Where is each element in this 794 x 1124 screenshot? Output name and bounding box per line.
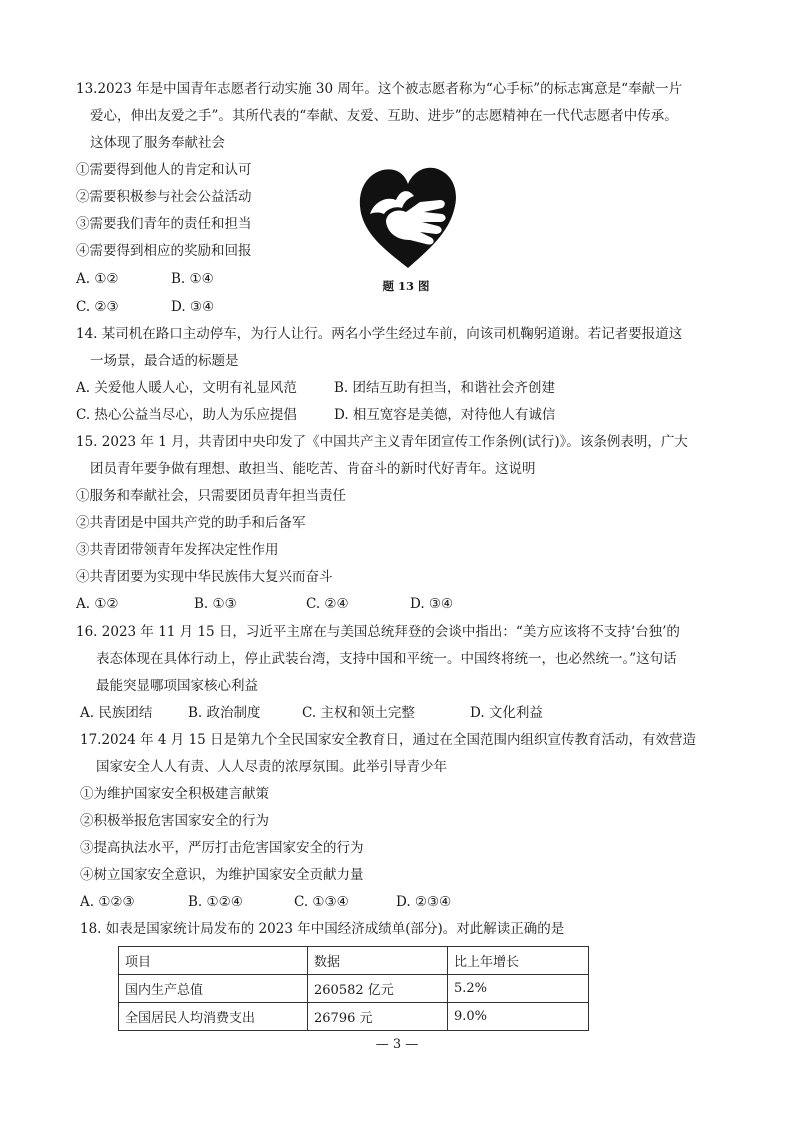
q17-stem-line1: 17.2024 年 4 月 15 日是第九个全民国家安全教育日，通过在全国范围内组织宣传教育活动，有效营造 [80,732,697,748]
q17-item-4: ④树立国家安全意识，为维护国家安全贡献力量 [80,867,364,883]
q15-item-1: ①服务和奉献社会，只需要团员青年担当责任 [76,488,346,504]
q13-item-3: ③需要我们青年的责任和担当 [76,216,252,232]
table-header-row [119,947,589,975]
q18-stem-line1: 18. 如表是国家统计局发布的 2023 年中国经济成绩单(部分)。对此解读正确的是 [80,921,565,937]
q13-option-c[interactable]: C. ②③ [76,299,119,315]
q16-options [80,704,543,722]
table-header-cell: 项目 [119,947,308,975]
table-cell: 5.2% [448,975,589,1003]
q13-option-a[interactable]: A. ①② [76,271,119,287]
q13-options-row1 [76,270,214,288]
q17-options [80,893,451,911]
table-header-cell: 比上年增长 [448,947,589,975]
q13-item-4: ④需要得到相应的奖励和回报 [76,243,252,259]
q15-option-d[interactable]: D. ③④ [410,596,454,612]
table-cell: 260582 亿元 [308,975,448,1003]
q17-option-b[interactable]: B. ①②④ [188,894,243,910]
q16-option-a[interactable]: A. 民族团结 [80,705,153,721]
q17-item-1: ①为维护国家安全积极建言献策 [80,786,269,802]
table-cell: 全国居民人均消费支出 [119,1003,308,1031]
q14-stem-line1: 14. 某司机在路口主动停车，为行人让行。两名小学生经过车前，向该司机鞠躬道谢。若记者要报道这 [76,326,683,342]
q13-stem-line1: 13.2023 年是中国青年志愿者行动实施 30 周年。这个被志愿者称为“心手标”的标志寓意是“奉献一片 [76,81,683,97]
q15-item-2: ②共青团是中国共产党的助手和后备军 [76,515,306,531]
table-header-cell: 数据 [308,947,448,975]
table-row [119,975,589,1003]
table-cell: 26796 元 [308,1003,448,1031]
economy-table [118,946,589,1031]
q17-option-c[interactable]: C. ①③④ [294,894,349,910]
q14-stem-line2: 一场景，最合适的标题是 [90,353,239,369]
q13-item-2: ②需要积极参与社会公益活动 [76,189,252,205]
q14-option-c[interactable]: C. 热心公益当尽心，助人为乐应提倡 [76,407,297,423]
q13-options-row2 [76,298,214,316]
q15-options [76,595,453,613]
q16-stem-line1: 16. 2023 年 11 月 15 日，习近平主席在与美国总统拜登的会谈中指出：“美方应该将不支持‘台独’的 [76,624,680,640]
q15-stem-line1: 15. 2023 年 1 月，共青团中央印发了《中国共产主义青年团宣传工作条例(试行)》。该条例表明，广大 [76,434,688,450]
heart-hand-logo-icon [356,160,460,272]
q14-option-d[interactable]: D. 相互宽容是美德，对待他人有诚信 [334,407,556,423]
table-row [119,1003,589,1031]
q13-stem-line2: 爱心，伸出友爱之手”。其所代表的“奉献、友爱、互助、进步”的志愿精神在一代代志愿者中传承。 [90,108,678,124]
q13-figure [336,160,476,300]
q16-stem-line2: 表态体现在具体行动上，停止武装台湾，支持中国和平统一。中国终将统一，也必然统一。”这句话 [96,651,677,667]
q16-option-d[interactable]: D. 文化利益 [470,705,543,721]
q13-item-1: ①需要得到他人的肯定和认可 [76,162,252,178]
q14-option-b[interactable]: B. 团结互助有担当，和谐社会齐创建 [334,380,556,396]
q14-options-row1 [76,379,555,397]
q16-stem-line3: 最能突显哪项国家核心利益 [96,678,258,694]
q15-option-b[interactable]: B. ①③ [194,596,237,612]
q14-option-a[interactable]: A. 关爱他人暖人心，文明有礼显风范 [76,380,297,396]
q17-option-a[interactable]: A. ①②③ [80,894,135,910]
q13-figure-caption: 题 13 图 [382,279,430,293]
q17-stem-line2: 国家安全人人有责、人人尽责的浓厚氛围。此举引导青少年 [96,759,447,775]
q15-option-a[interactable]: A. ①② [76,596,119,612]
q13-stem-line3: 这体现了服务奉献社会 [90,135,225,151]
q15-stem-line2: 团员青年要争做有理想、敢担当、能吃苦、肯奋斗的新时代好青年。这说明 [90,461,536,477]
q15-item-3: ③共青团带领青年发挥决定性作用 [76,542,279,558]
q17-item-2: ②积极举报危害国家安全的行为 [80,813,269,829]
table-cell: 9.0% [448,1003,589,1031]
q15-item-4: ④共青团要为实现中华民族伟大复兴而奋斗 [76,569,333,585]
q15-option-c[interactable]: C. ②④ [306,596,349,612]
page-number: — 3 — [375,1037,419,1052]
table-cell: 国内生产总值 [119,975,308,1003]
q17-item-3: ③提高执法水平，严厉打击危害国家安全的行为 [80,840,364,856]
q17-option-d[interactable]: D. ②③④ [396,894,452,910]
q16-option-b[interactable]: B. 政治制度 [188,705,261,721]
q14-options-row2 [76,406,555,424]
q13-option-d[interactable]: D. ③④ [171,299,215,315]
q13-option-b[interactable]: B. ①④ [171,271,214,287]
q16-option-c[interactable]: C. 主权和领土完整 [302,705,415,721]
